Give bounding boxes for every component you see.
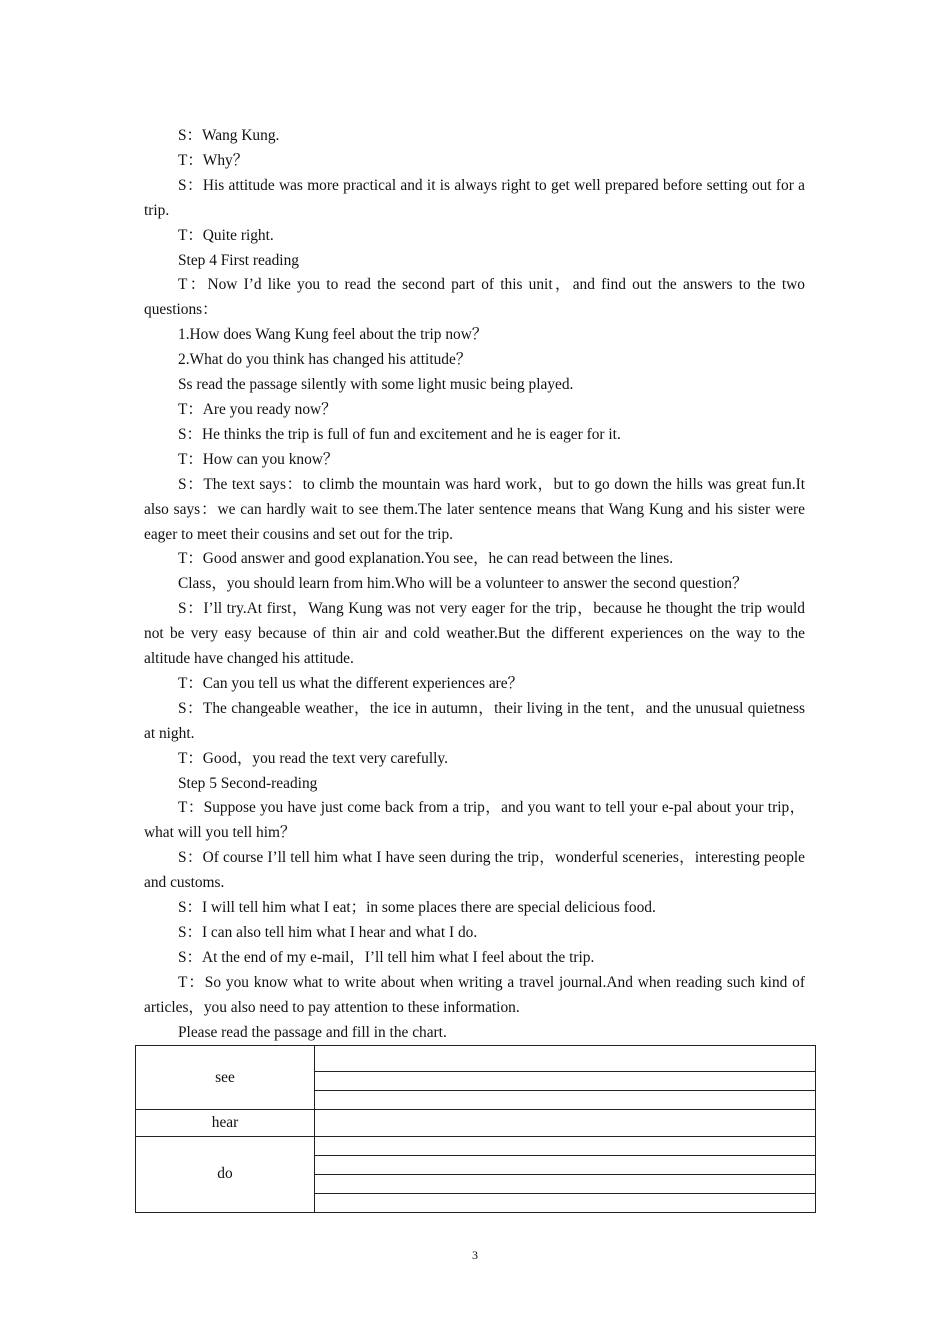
dialogue-line: S：He thinks the trip is full of fun and excitement and he is eager for it. xyxy=(178,425,621,443)
dialogue-line: S：His attitude was more practical and it is always right to get well prepared before setting out for a trip. xyxy=(144,176,805,219)
dialogue-line: Class，you should learn from him.Who will be a volunteer to answer the second question？ xyxy=(178,575,748,593)
dialogue-line: T：How can you know？ xyxy=(178,450,339,468)
step-heading: Step 4 First reading xyxy=(178,251,299,269)
chart-label-see: see xyxy=(136,1046,315,1110)
blank-cell[interactable] xyxy=(315,1091,816,1110)
dialogue-line: T：Why？ xyxy=(178,151,249,169)
dialogue-line: T：Good answer and good explanation.You see，he can read between the lines. xyxy=(178,550,674,568)
step-heading: Step 5 Second-reading xyxy=(178,774,318,792)
dialogue-line: T：Can you tell us what the different experiences are？ xyxy=(178,674,524,692)
question-item: 1.How does Wang Kung feel about the trip now？ xyxy=(178,326,488,344)
dialogue-line: S：The changeable weather，the ice in autumn，their living in the tent，and the unusual quietness at night. xyxy=(144,699,805,742)
blank-cell[interactable] xyxy=(315,1174,816,1193)
blank-cell[interactable] xyxy=(315,1072,816,1091)
question-item: 2.What do you think has changed his attitude？ xyxy=(178,351,472,369)
blank-cell[interactable] xyxy=(315,1155,816,1174)
fill-in-chart xyxy=(135,1045,816,1213)
dialogue-line: T：Suppose you have just come back from a trip，and you want to tell your e-pal about your trip，what will you tell him？ xyxy=(144,799,805,842)
dialogue-line: S：I will tell him what I eat；in some places there are special delicious food. xyxy=(178,899,656,917)
dialogue-line: S：Wang Kung. xyxy=(178,127,280,144)
table-row xyxy=(136,1046,816,1072)
table-row xyxy=(136,1136,816,1155)
table-row xyxy=(136,1110,816,1136)
blank-cell[interactable] xyxy=(315,1136,816,1155)
dialogue-line: T：Good，you read the text very carefully. xyxy=(178,749,448,767)
chart-label-hear: hear xyxy=(136,1110,315,1136)
dialogue-line: S：I’ll try.At first，Wang Kung was not very eager for the trip，because he thought the trip would not be very easy because of thin air and cold weather.But the different experiences on the way to the altitude have changed his attitude. xyxy=(144,600,805,668)
dialogue-line: T：Quite right. xyxy=(178,226,274,244)
blank-cell[interactable] xyxy=(315,1193,816,1212)
dialogue-line: T：Now I’d like you to read the second part of this unit，and find out the answers to the two questions： xyxy=(144,276,805,319)
dialogue-line: T：So you know what to write about when writing a travel journal.And when reading such kind of articles，you also need to pay attention to these information. xyxy=(144,973,805,1016)
instruction-line: Please read the passage and fill in the chart. xyxy=(178,1023,447,1041)
page-number: 3 xyxy=(472,1248,478,1262)
dialogue-line: S：Of course I’ll tell him what I have seen during the trip，wonderful sceneries，interesting people and customs. xyxy=(144,849,805,892)
document-body xyxy=(144,124,805,1046)
dialogue-line: S：I can also tell him what I hear and what I do. xyxy=(178,924,478,941)
dialogue-line: T：Are you ready now？ xyxy=(178,400,337,418)
dialogue-line: S：At the end of my e-mail，I’ll tell him what I feel about the trip. xyxy=(178,948,595,966)
instruction-line: Ss read the passage silently with some light music being played. xyxy=(178,376,574,394)
dialogue-line: S：The text says：to climb the mountain was hard work，but to go down the hills was great fun.It also says：we can hardly wait to see them.The later sentence means that Wang Kung and his sister were eager to meet their cousins and set out for the trip. xyxy=(144,475,805,543)
chart-label-do: do xyxy=(136,1136,315,1212)
blank-cell[interactable] xyxy=(315,1110,816,1136)
blank-cell[interactable] xyxy=(315,1046,816,1072)
